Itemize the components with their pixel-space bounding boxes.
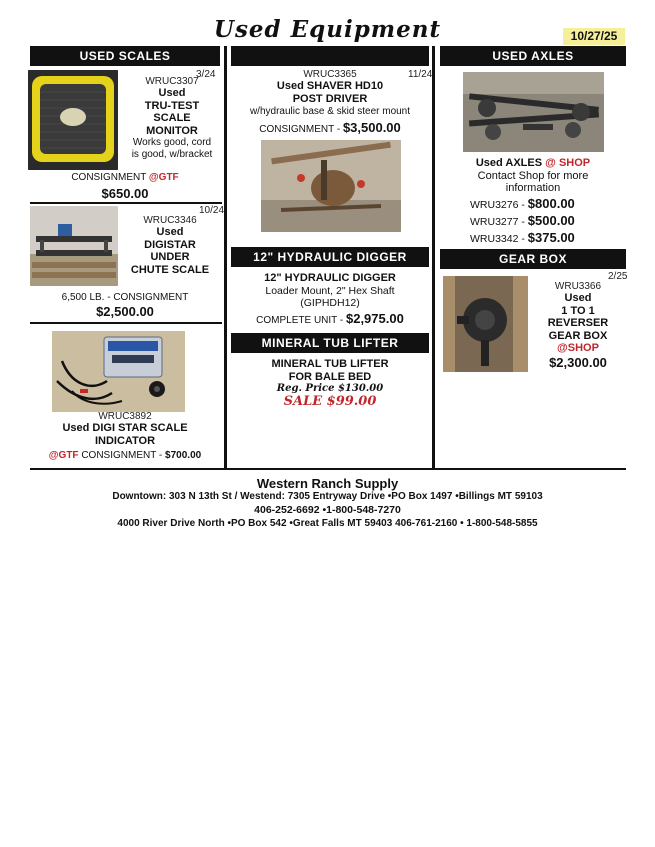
row-sku: WRU3276 - [470, 199, 525, 211]
sale-price: SALE $99.00 [283, 394, 377, 409]
item-sku: WRUC3307 [145, 76, 199, 87]
item-title-line: Used [156, 226, 184, 238]
item-description: information [505, 182, 561, 194]
unit-label: COMPLETE UNIT - [256, 314, 344, 326]
item-sku: WRUC3346 [143, 215, 197, 226]
item-description: w/hydraulic base & skid steer mount [249, 106, 411, 117]
item-description: Works good, cord [132, 137, 212, 148]
page-title: Used Equipment [213, 16, 442, 43]
location-tag: @GTF [48, 450, 79, 461]
address-line: Downtown: 303 N 13th St / Westend: 7305 Entryway Drive •PO Box 1497 •Billings MT 59103 [112, 491, 543, 502]
mineral-tub-lifter-text [231, 358, 429, 409]
location-tag: @SHOP [557, 342, 599, 354]
post-driver-photo [261, 140, 401, 232]
axles-photo [463, 72, 604, 152]
tru-test-monitor-photo [28, 70, 118, 170]
digistar-scale-photo [30, 206, 118, 286]
price-row [470, 230, 620, 247]
row-price: $375.00 [527, 230, 575, 245]
regular-price: Reg. Price $130.00 [276, 383, 384, 394]
axles-text [440, 157, 626, 195]
consignment-label: CONSIGNMENT - [259, 124, 341, 135]
footer-rule [30, 468, 626, 470]
digistar-text [118, 215, 222, 276]
item-title-line: SCALE [153, 112, 191, 124]
item-description: (GIPHDH12) [300, 296, 360, 309]
item-title-line: Used [564, 292, 592, 304]
item-sku: WRU3366 [554, 281, 602, 292]
item-title-line: 1 TO 1 [561, 304, 595, 317]
column-divider-right [432, 46, 435, 470]
item-price: $2,500.00 [96, 304, 154, 319]
price-row [470, 213, 620, 230]
consignment-line [30, 450, 220, 461]
item-title-line: MINERAL TUB LIFTER [271, 358, 389, 370]
gear-box-text [530, 281, 626, 370]
item-title-line: CHUTE SCALE [130, 263, 210, 276]
item-title-line: Used SHAVER HD10 [276, 80, 384, 92]
hydraulic-digger-text [231, 272, 429, 326]
section-bar-mineral-tub-lifter: MINERAL TUB LIFTER [231, 333, 429, 353]
item-title-line: 12" HYDRAULIC DIGGER [264, 272, 396, 284]
item-title-line: Used DIGI STAR SCALE [62, 422, 188, 434]
item-sku: WRUC3892 [98, 411, 152, 422]
price-line [231, 311, 429, 326]
consignment-line [30, 172, 220, 183]
item-divider [30, 202, 222, 204]
location-tag: @ SHOP [545, 157, 591, 169]
section-bar-used-scales: USED SCALES [30, 46, 220, 66]
price-row [470, 196, 620, 213]
tru-test-text [122, 76, 222, 161]
consignment-label: CONSIGNMENT [71, 172, 147, 183]
section-bar-middle-top [231, 46, 429, 66]
item-description: is good, w/bracket [131, 149, 213, 160]
item-divider [30, 322, 222, 324]
post-driver-text [231, 69, 429, 135]
item-title-line: UNDER [150, 251, 190, 263]
item-date: 10/24 [199, 205, 225, 216]
item-price: $2,300.00 [549, 354, 607, 370]
item-title-line: MONITOR [146, 124, 198, 137]
address-line-great-falls: 4000 River Drive North •PO Box 542 •Great Falls MT 59403 406-761-2160 • 1-800-548-5855 [117, 518, 538, 529]
item-title-line: Used AXLES [475, 157, 543, 169]
consignment-label: CONSIGNMENT - [81, 450, 163, 461]
item-title-line: TRU-TEST [144, 99, 200, 112]
row-sku: WRU3342 - [470, 233, 525, 245]
row-sku: WRU3277 - [470, 216, 525, 228]
digistar-indicator-photo [52, 331, 185, 412]
item-title-line: GEAR BOX [548, 329, 608, 342]
item-price: $700.00 [165, 450, 202, 461]
gear-box-photo [443, 276, 528, 372]
item-title-line: INDICATOR [94, 434, 156, 447]
phone-line: 406-252-6692 •1-800-548-7270 [254, 504, 401, 516]
item-title-line: POST DRIVER [292, 92, 368, 105]
item-price: $650.00 [101, 186, 149, 201]
section-bar-hydraulic-digger: 12" HYDRAULIC DIGGER [231, 247, 429, 267]
item-title-line: FOR BALE BED [288, 370, 372, 383]
item-title-line: REVERSER [547, 317, 609, 329]
item-description: 6,500 LB. - CONSIGNMENT [61, 292, 189, 303]
consignment-line [231, 120, 429, 135]
item-price: $2,975.00 [345, 310, 404, 326]
item-date: 2/25 [608, 271, 628, 282]
item-title-line: Used [158, 87, 186, 99]
axles-price-list [470, 196, 620, 247]
section-bar-used-axles: USED AXLES [440, 46, 626, 66]
item-date: 3/24 [196, 69, 216, 80]
item-date: 11/24 [408, 69, 433, 80]
row-price: $500.00 [527, 213, 575, 228]
date-badge: 10/27/25 [563, 28, 625, 45]
company-name: Western Ranch Supply [256, 476, 399, 491]
item-description: Loader Mount, 2" Hex Shaft [265, 284, 395, 297]
column-divider-left [224, 46, 227, 470]
axles-heading [440, 157, 626, 170]
item-description: Contact Shop for more [477, 169, 589, 182]
item-sku: WRUC3365 [303, 69, 357, 80]
location-tag: @GTF [148, 172, 179, 183]
item-title-line: DIGISTAR [144, 238, 196, 251]
row-price: $800.00 [527, 196, 575, 211]
section-bar-gear-box: GEAR BOX [440, 249, 626, 269]
item-price: $3,500.00 [342, 120, 401, 135]
digistar-indicator-text [30, 411, 220, 447]
